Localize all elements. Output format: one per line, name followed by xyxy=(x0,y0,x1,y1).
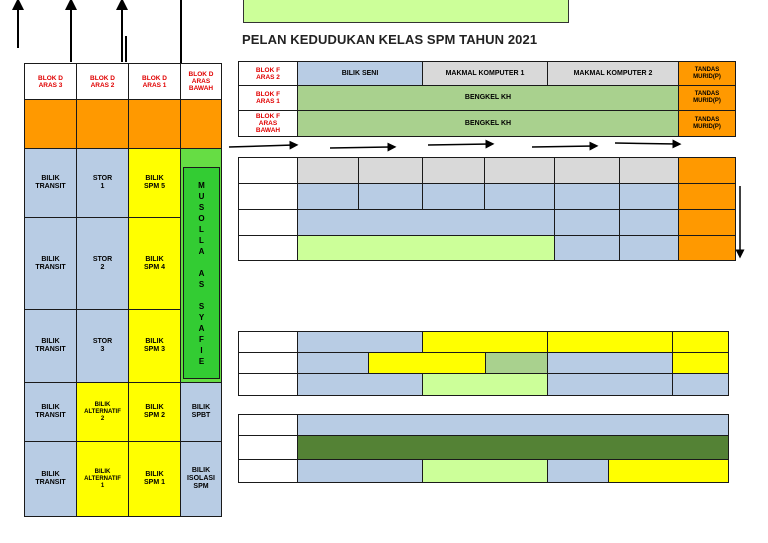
page-title: PELAN KEDUDUKAN KELAS SPM TAHUN 2021 xyxy=(242,32,538,47)
stor-3: STOR 3 xyxy=(76,309,129,383)
unlabeled-cell xyxy=(238,435,298,460)
grey-cell xyxy=(297,157,359,184)
yellow-cell xyxy=(672,352,729,374)
blue-cell xyxy=(554,183,620,210)
bilik-spm-2: BILIK SPM 2 xyxy=(128,382,181,442)
unlabeled-cell xyxy=(238,373,298,396)
tandas-murid: TANDAS MURID(P) xyxy=(678,110,736,137)
arrow-right-icon xyxy=(428,144,490,145)
unlabeled-cell xyxy=(238,331,298,353)
blue-cell xyxy=(484,183,555,210)
blue-cell xyxy=(547,352,673,374)
orange-cell xyxy=(128,99,181,149)
blue-cell xyxy=(547,373,673,396)
arrow-right-icon xyxy=(330,147,392,148)
yellow-cell xyxy=(547,331,673,353)
bengkel-kh: BENGKEL KH xyxy=(297,110,679,137)
unlabeled-cell xyxy=(238,352,298,374)
blue-cell xyxy=(619,209,679,236)
blok-f-aras-2-label: BLOK F ARAS 2 xyxy=(238,61,298,86)
orange-cell xyxy=(180,99,222,149)
bilik-transit: BILIK TRANSIT xyxy=(24,382,77,442)
bilik-spm-5: BILIK SPM 5 xyxy=(128,148,181,218)
bengkel-kh: BENGKEL KH xyxy=(297,85,679,111)
header-blok-d-aras-2: BLOK D ARAS 2 xyxy=(76,63,129,100)
blue-cell xyxy=(672,373,729,396)
bilik-spbt: BILIK SPBT xyxy=(180,382,222,442)
unlabeled-cell xyxy=(238,157,298,184)
grey-cell xyxy=(358,157,423,184)
light-green-cell xyxy=(297,235,555,261)
makmal-komputer-2: MAKMAL KOMPUTER 2 xyxy=(547,61,679,86)
grey-cell xyxy=(619,157,679,184)
blue-cell xyxy=(547,459,609,483)
blue-cell xyxy=(619,183,679,210)
bilik-seni: BILIK SENI xyxy=(297,61,423,86)
bilik-alternatif-1: BILIK ALTERNATIF 1 xyxy=(76,441,129,517)
blok-f-aras-1-label: BLOK F ARAS 1 xyxy=(238,85,298,111)
blue-cell xyxy=(297,331,423,353)
arrow-right-icon xyxy=(229,145,294,147)
light-green-cell xyxy=(422,459,548,483)
bilik-spm-4: BILIK SPM 4 xyxy=(128,217,181,310)
stor-1: STOR 1 xyxy=(76,148,129,218)
yellow-cell xyxy=(368,352,486,374)
blue-cell xyxy=(422,183,485,210)
unlabeled-cell xyxy=(238,235,298,261)
green-cell xyxy=(485,352,548,374)
bilik-transit: BILIK TRANSIT xyxy=(24,309,77,383)
yellow-cell xyxy=(672,331,729,353)
makmal-komputer-1: MAKMAL KOMPUTER 1 xyxy=(422,61,548,86)
blue-cell xyxy=(554,235,620,261)
light-green-cell xyxy=(422,373,548,396)
blue-cell xyxy=(619,235,679,261)
arrow-right-icon xyxy=(532,146,594,147)
blue-cell xyxy=(554,209,620,236)
unlabeled-cell xyxy=(238,183,298,210)
musolla-as-syafie: M U S O L L A A S S Y A F I E xyxy=(183,167,220,379)
orange-cell xyxy=(24,99,77,149)
tandas-murid: TANDAS MURID(P) xyxy=(678,61,736,86)
blue-cell xyxy=(297,183,359,210)
bilik-transit: BILIK TRANSIT xyxy=(24,217,77,310)
orange-cell xyxy=(76,99,129,149)
header-blok-d-aras-bawah: BLOK D ARAS BAWAH xyxy=(180,63,222,100)
orange-cell xyxy=(678,183,736,210)
dark-green-cell xyxy=(297,435,729,460)
orange-cell xyxy=(678,235,736,261)
blue-cell xyxy=(297,352,369,374)
grey-cell xyxy=(422,157,485,184)
blue-cell xyxy=(297,373,423,396)
unlabeled-cell xyxy=(238,209,298,236)
header-blok-d-aras-1: BLOK D ARAS 1 xyxy=(128,63,181,100)
unlabeled-cell xyxy=(238,414,298,436)
bilik-spm-3: BILIK SPM 3 xyxy=(128,309,181,383)
unlabeled-cell xyxy=(238,459,298,483)
grey-cell xyxy=(484,157,555,184)
orange-cell xyxy=(678,157,736,184)
stor-2: STOR 2 xyxy=(76,217,129,310)
blok-f-aras-bawah-label: BLOK F ARAS BAWAH xyxy=(238,110,298,137)
tandas-murid: TANDAS MURID(P) xyxy=(678,85,736,111)
header-blok-d-aras-3: BLOK D ARAS 3 xyxy=(24,63,77,100)
bilik-alternatif-2: BILIK ALTERNATIF 2 xyxy=(76,382,129,442)
blue-cell xyxy=(297,414,729,436)
orange-cell xyxy=(678,209,736,236)
yellow-cell xyxy=(422,331,548,353)
arrow-right-icon xyxy=(615,143,677,144)
bilik-transit: BILIK TRANSIT xyxy=(24,441,77,517)
bilik-spm-1: BILIK SPM 1 xyxy=(128,441,181,517)
yellow-cell xyxy=(608,459,729,483)
bilik-isolasi-spm: BILIK ISOLASI SPM xyxy=(180,441,222,517)
blue-cell xyxy=(297,459,423,483)
grey-cell xyxy=(554,157,620,184)
bilik-transit: BILIK TRANSIT xyxy=(24,148,77,218)
blue-cell xyxy=(297,209,555,236)
blue-cell xyxy=(358,183,423,210)
